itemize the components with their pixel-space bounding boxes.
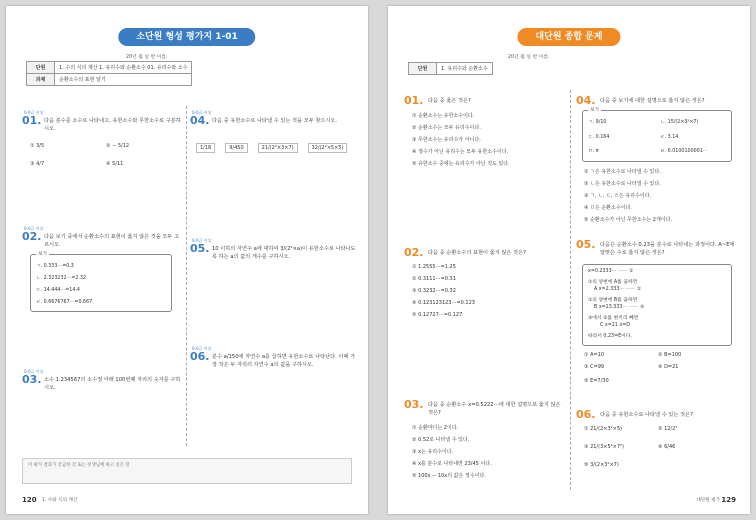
question-number: 04. [190,114,210,127]
example-line: ㄴ. 2.323232⋯=2.3̇2̇ [36,276,87,281]
choice: ② 0.3111⋯=0.31̇ [412,276,456,282]
choice: ③ x는 유리수이다. [412,449,454,455]
question-text: 다음 중 보기에 대한 설명으로 옳지 않은 것은? [600,98,705,104]
example-box-label: 보기 [38,252,47,257]
page-title: 소단원 형성 평가지 1-01 [118,28,255,46]
date-name-line: 20년 월 일 반 이름: [508,55,550,60]
choice: ② 12/2⁷ [658,426,678,432]
question-number: 03. [22,373,42,386]
question-text: 다음 분수를 소수로 나타내고, 유한소수와 무한소수로 구분하시오. [44,118,181,132]
choice: ① 순환마디는 2이다. [412,425,459,431]
choice: ① 1.2555⋯=1.25̇ [412,264,456,270]
column-divider [570,90,571,490]
example-line: ㄷ. 14.444⋯=14.4̇ [36,288,80,293]
fraction: 1/18 [196,143,215,153]
choice: ⑤ 유한소수 중에는 유리수가 아닌 것도 있다. [412,161,510,167]
process-step: A x=2.333⋯ ⋯⋯ ② [594,287,642,292]
question-number: 02. [22,230,42,243]
choice: ② 0.52̇로 나타낼 수 있다. [412,437,470,443]
question-number: 06. [190,350,210,363]
right-page [388,6,750,514]
table-cell: 1. 수의 식의 계산 1. 유리수와 순환소수 01. 유리수와 소수 [55,62,192,74]
question-number: 06. [576,408,596,421]
table-header: 단원 [27,62,55,74]
question-number: 05. [190,242,210,255]
choice: ① ㄱ은 유한소수로 나타낼 수 있다. [584,169,661,175]
fraction: 32/(2²×5×5) [308,143,348,153]
question-level-label: 0-0급 이상 [24,110,44,115]
choice: ③ C=99 [584,364,605,370]
process-step: ③에서 ②를 변끼리 빼면 [588,316,639,321]
question-text: 다음 중 순환소수 x=0.5222⋯에 대한 설명으로 옳지 않은 것은? [428,402,561,416]
choice: ④ x를 분수로 나타내면 23/45 이다. [412,461,492,467]
question-number: 01. [404,94,424,107]
column-divider [186,106,187,446]
question-number: 03. [404,398,424,411]
question-number: 02. [404,246,424,259]
choice: ⑤ E=7/30 [584,378,609,384]
question-number: 04. [576,94,596,107]
example-line: ㄱ. 0.333⋯=0.3̇ [36,264,74,269]
process-step: C x=21 x=D [600,323,630,328]
choice: ④ 정수가 아닌 유리수는 모두 유한소수이다. [412,149,509,155]
question-text: 10 이하의 자연수 a에 대하여 3/(2²×a)이 유한소수로 나타나도록 하는 a의 값의 개수를 구하시오. [212,246,356,260]
example-line: ㄹ. 0.6676767⋯=0.667̇ [36,300,93,305]
page-title: 대단원 종합 문제 [517,28,620,46]
choice: ③ ㄱ, ㄴ, ㄷ, ㄹ은 유리수이다. [584,193,652,199]
page-caption: 1. 수와 식의 계산 [42,498,78,503]
example-line: ㅁ. π [588,149,599,154]
example-line: ㄹ. 3.14 [660,135,679,140]
question-level-label: 0-0급 이상 [192,110,212,115]
feedback-note-box: 이 평가 결과가 궁금한 것 또는 선생님께 하고 싶은 말 [22,458,352,484]
choice: ④ D=21 [658,364,679,370]
choice: ③ 무한소수는 유리수가 아니다. [412,137,481,143]
fraction: 21/(2²×3×7) [258,143,298,153]
example-line: ㄴ. 15/(2×3²×7) [660,120,699,125]
example-line: ㄷ. 0.16̇4̇ [588,135,610,140]
question-text: 다음은 순환소수 0.23을 분수로 나타내는 과정이다. A~E에 알맞은 수로 옳지 않은 것은? [600,242,735,256]
choice: ② B=100 [658,352,682,358]
choice: ④ 0.123123123⋯=0.1̇23̇ [412,300,475,306]
page-number: 120 [22,496,37,504]
question-text: 다음 중 유한소수로 나타낼 수 있는 것은? [600,412,693,418]
choice: ② ㄴ은 유한소수로 나타낼 수 있다. [584,181,661,187]
fraction-list [196,143,347,153]
fraction: 9/450 [225,143,247,153]
table-cell: 1. 유리수와 순환소수 [437,63,493,75]
choice: ③ 0.3232⋯=0.3̇2̇ [412,288,456,294]
question-text: 다음 중 옳은 것은? [428,98,471,104]
choice: ③ 4/7 [30,161,45,167]
example-line: ㅂ. 0.0100100001⋯ [660,149,708,154]
unit-info-table [26,61,192,86]
table-header: 단원 [409,63,437,75]
process-step: B x=23.333⋯ ⋯⋯ ③ [594,305,645,310]
choice: ④ 6/46 [658,444,676,450]
table-cell: 순환소수의 표현 알기 [55,74,192,86]
question-level-label: 0-0급 이상 [192,238,212,243]
choice: ③ 21/(3×5²×7²) [584,444,624,450]
unit-info-table [408,62,493,75]
choice: ⑤ 100x − 10x의 값은 정수이다. [412,473,486,479]
choice: ⑤ 3/(2×3²×7) [584,462,619,468]
question-text: 소수 1.234567의 소수점 아래 100번째 자리의 숫자를 구하시오. [44,377,181,391]
question-number: 05. [576,238,596,251]
question-text: 다음 중 순환소수의 표현이 옳지 않은 것은? [428,250,526,256]
example-box-label: 보기 [590,108,599,113]
choice: ② − 5/12 [106,143,130,149]
question-number: 01. [22,114,42,127]
question-text: 다음 보기 중에서 순환소수의 표현이 옳지 않은 것을 모두 고르시오. [44,234,180,248]
question-text: 다음 중 유한소수로 나타낼 수 있는 것을 모두 찾으시오. [212,118,338,124]
choice: ⑤ 0.12727⋯=0.12̇7̇ [412,312,463,318]
example-line: ㄱ. 9/10 [588,120,607,125]
question-text: 분수 a/150에 자연수 a를 곱하면 유한소수로 나타난다. 이때 가장 작은 두 자리의 자연수 a의 값을 구하시오. [212,354,356,368]
choice: ① A=10 [584,352,605,358]
choice: ① 순환소수는 유한소수이다. [412,113,475,119]
process-step: 따라서 0.23̇=E이다. [588,334,632,339]
choice: ④ ㅁ은 순환소수이다. [584,205,632,211]
question-level-label: 0-0급 이상 [24,369,44,374]
question-level-label: 0-0급 이상 [192,346,212,351]
choice: ④ 5/11 [106,161,124,167]
choice: ① 3/5 [30,143,45,149]
question-level-label: 0-0급 이상 [24,226,44,231]
page-number: 129 [721,496,736,504]
process-step: ①의 양변에 A를 곱하면 [588,280,638,285]
process-step: x=0.2333⋯ ⋯⋯ ① [588,269,634,274]
page-caption: 대단원 평가 [696,498,720,503]
process-step: ①의 양변에 B를 곱하면 [588,298,638,303]
table-header: 과제 [27,74,55,86]
date-name-line: 20년 월 일 반 이름: [126,55,168,60]
choice: ① 21/(2×3²×5) [584,426,622,432]
choice: ⑤ 순환소수가 아닌 무한소수는 2개이다. [584,217,673,223]
choice: ② 순환소수는 모두 유리수이다. [412,125,481,131]
left-page [6,6,368,514]
